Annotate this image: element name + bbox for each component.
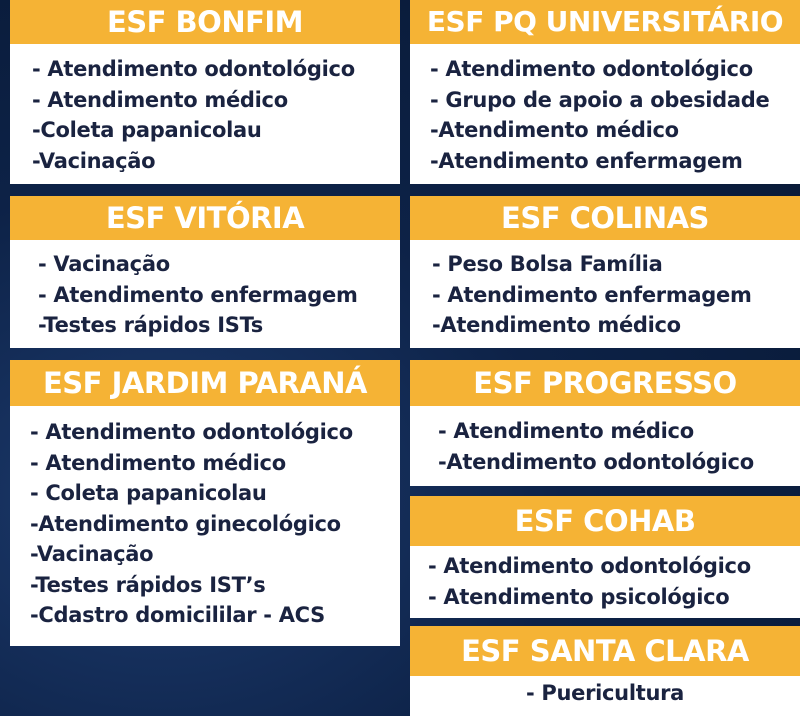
unit-services-list [410, 406, 800, 486]
unit-title: ESF PROGRESSO [410, 360, 800, 406]
unit-card-jardim-parana [10, 360, 400, 646]
unit-title: ESF VITÓRIA [10, 196, 400, 240]
service-item: - Atendimento enfermagem [432, 282, 752, 307]
unit-card-santa-clara [410, 626, 800, 716]
service-item: - Atendimento médico [30, 450, 286, 475]
unit-services-list [410, 676, 800, 716]
service-item: - Atendimento odontológico [428, 554, 751, 578]
unit-card-cohab [410, 496, 800, 618]
service-item: -Atendimento médico [430, 118, 679, 142]
service-item: - Grupo de apoio a obesidade [430, 87, 770, 112]
service-item: - Peso Bolsa Família [432, 252, 663, 276]
service-item: - Atendimento médico [438, 419, 694, 443]
service-item: -Atendimento médico [432, 313, 681, 337]
service-item: - Puericultura [525, 681, 685, 705]
unit-services-list [410, 44, 800, 184]
service-item: - Atendimento psicológico [428, 584, 730, 609]
service-item: -Cdastro domicililar - ACS [30, 603, 325, 627]
unit-services-list [410, 240, 800, 348]
unit-card-colinas [410, 196, 800, 348]
service-item: - Vacinação [38, 252, 170, 276]
service-item: - Atendimento médico [32, 87, 288, 112]
unit-services-list [10, 44, 400, 184]
service-item: - Atendimento odontológico [430, 57, 753, 81]
unit-title: ESF PQ UNIVERSITÁRIO [410, 0, 800, 44]
unit-card-bonfim [10, 0, 400, 184]
service-item: -Vacinação [30, 542, 154, 566]
unit-title: ESF COHAB [410, 496, 800, 546]
service-item: -Testes rápidos ISTs [38, 313, 264, 337]
unit-title: ESF BONFIM [10, 0, 400, 44]
unit-card-pq-universitario [410, 0, 800, 184]
service-item: -Vacinação [32, 148, 156, 173]
unit-title: ESF COLINAS [410, 196, 800, 240]
service-item: - Atendimento odontológico [32, 57, 355, 81]
unit-services-list [10, 240, 400, 348]
service-item: -Atendimento ginecológico [30, 511, 341, 536]
unit-services-list [410, 546, 800, 618]
service-item: - Coleta papanicolau [30, 481, 267, 505]
unit-card-progresso [410, 360, 800, 486]
service-item: -Atendimento odontológico [438, 449, 754, 474]
service-item: -Atendimento enfermagem [430, 148, 743, 173]
service-item: - Atendimento odontológico [30, 420, 353, 444]
unit-title: ESF JARDIM PARANÁ [10, 360, 400, 406]
unit-title: ESF SANTA CLARA [410, 626, 800, 676]
unit-services-list [10, 406, 400, 646]
unit-card-vitoria [10, 196, 400, 348]
service-item: -Coleta papanicolau [32, 118, 262, 142]
service-item: -Testes rápidos IST’s [30, 572, 266, 597]
service-item: - Atendimento enfermagem [38, 282, 358, 307]
